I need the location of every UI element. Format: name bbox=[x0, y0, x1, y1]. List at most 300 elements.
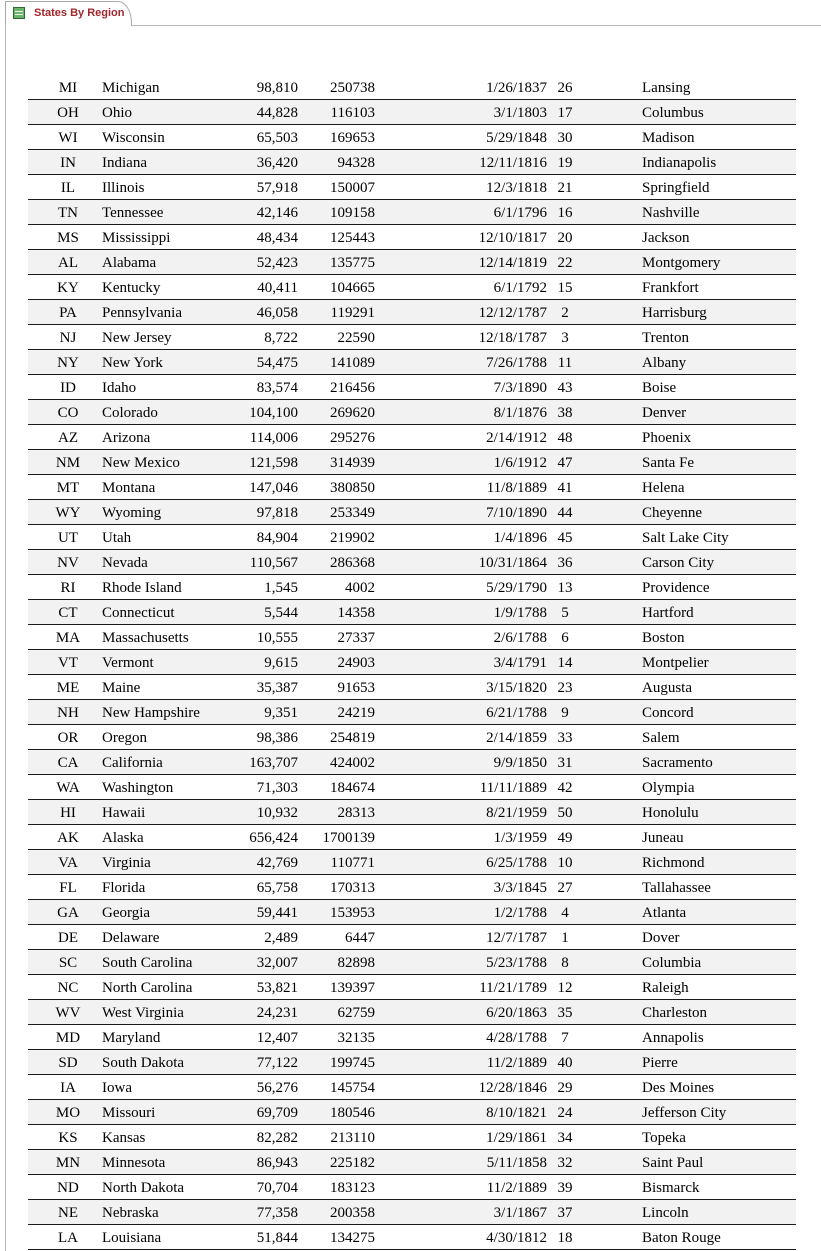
admission-order: 30 bbox=[557, 130, 573, 146]
statehood-date: 8/1/1876 bbox=[493, 405, 547, 421]
capital-city: Jackson bbox=[642, 230, 690, 246]
state-abbr: NH bbox=[57, 705, 79, 721]
statehood-date: 5/29/1848 bbox=[486, 130, 547, 146]
state-abbr: WY bbox=[55, 505, 81, 521]
statehood-date: 1/3/1959 bbox=[493, 830, 547, 846]
state-name: California bbox=[102, 755, 163, 771]
capital-city: Pierre bbox=[642, 1055, 678, 1071]
area-sq-km: 219902 bbox=[330, 530, 375, 546]
statehood-date: 12/14/1819 bbox=[478, 255, 547, 271]
state-name: Nevada bbox=[102, 555, 148, 571]
admission-order: 49 bbox=[557, 830, 573, 846]
capital-city: Santa Fe bbox=[642, 455, 695, 471]
report-body bbox=[28, 75, 796, 1250]
statehood-date: 3/1/1803 bbox=[493, 105, 547, 121]
state-abbr: MD bbox=[55, 1030, 81, 1046]
admission-order: 20 bbox=[557, 230, 573, 246]
area-sq-mi: 163,707 bbox=[249, 755, 298, 771]
area-sq-km: 27337 bbox=[337, 630, 375, 646]
state-name: Wisconsin bbox=[102, 130, 165, 146]
state-name: Washington bbox=[102, 780, 174, 796]
statehood-date: 12/18/1787 bbox=[478, 330, 547, 346]
statehood-date: 12/10/1817 bbox=[478, 230, 547, 246]
admission-order: 21 bbox=[557, 180, 573, 196]
admission-order: 22 bbox=[557, 255, 573, 271]
capital-city: Nashville bbox=[642, 205, 700, 221]
area-sq-mi: 12,407 bbox=[256, 1030, 298, 1046]
state-abbr: NV bbox=[57, 555, 79, 571]
area-sq-km: 28313 bbox=[337, 805, 375, 821]
capital-city: Jefferson City bbox=[642, 1105, 727, 1121]
admission-order: 7 bbox=[561, 1030, 569, 1046]
capital-city: Helena bbox=[642, 480, 685, 496]
state-abbr: OR bbox=[57, 730, 79, 746]
area-sq-km: 125443 bbox=[330, 230, 375, 246]
state-name: New Mexico bbox=[102, 455, 180, 471]
table-row bbox=[28, 775, 796, 800]
table-row bbox=[28, 550, 796, 575]
table-row bbox=[28, 700, 796, 725]
state-name: Michigan bbox=[102, 80, 160, 96]
state-name: North Carolina bbox=[102, 980, 193, 996]
state-abbr: CT bbox=[58, 605, 78, 621]
capital-city: Topeka bbox=[642, 1130, 686, 1146]
capital-city: Dover bbox=[642, 930, 680, 946]
statehood-date: 2/6/1788 bbox=[493, 630, 547, 646]
table-row bbox=[28, 1075, 796, 1100]
statehood-date: 11/2/1889 bbox=[486, 1180, 547, 1196]
table-row bbox=[28, 375, 796, 400]
area-sq-mi: 5,544 bbox=[264, 605, 298, 621]
table-row bbox=[28, 850, 796, 875]
table-row bbox=[28, 1150, 796, 1175]
report-border bbox=[5, 25, 6, 1251]
state-abbr: SD bbox=[58, 1055, 78, 1071]
statehood-date: 10/31/1864 bbox=[478, 555, 547, 571]
area-sq-km: 169653 bbox=[330, 130, 375, 146]
area-sq-mi: 77,358 bbox=[256, 1205, 298, 1221]
area-sq-km: 82898 bbox=[337, 955, 375, 971]
state-name: Montana bbox=[102, 480, 156, 496]
table-row bbox=[28, 225, 796, 250]
table-row bbox=[28, 575, 796, 600]
statehood-date: 2/14/1859 bbox=[486, 730, 547, 746]
statehood-date: 11/11/1889 bbox=[479, 780, 547, 796]
state-name: Indiana bbox=[102, 155, 147, 171]
admission-order: 16 bbox=[557, 205, 573, 221]
state-abbr: IN bbox=[60, 155, 76, 171]
admission-order: 26 bbox=[557, 80, 573, 96]
statehood-date: 11/8/1889 bbox=[486, 480, 547, 496]
area-sq-km: 135775 bbox=[330, 255, 375, 271]
table-row bbox=[28, 875, 796, 900]
area-sq-km: 141089 bbox=[330, 355, 375, 371]
state-name: North Dakota bbox=[102, 1180, 185, 1196]
state-name: Missouri bbox=[102, 1105, 156, 1121]
area-sq-km: 199745 bbox=[330, 1055, 375, 1071]
area-sq-km: 153953 bbox=[330, 905, 375, 921]
state-abbr: MS bbox=[57, 230, 79, 246]
state-abbr: ID bbox=[60, 380, 76, 396]
capital-city: Sacramento bbox=[642, 755, 713, 771]
statehood-date: 6/1/1792 bbox=[493, 280, 547, 296]
state-name: Ohio bbox=[102, 105, 132, 121]
area-sq-mi: 110,567 bbox=[249, 555, 298, 571]
capital-city: Salt Lake City bbox=[642, 530, 729, 546]
admission-order: 40 bbox=[557, 1055, 573, 1071]
capital-city: Annapolis bbox=[642, 1030, 704, 1046]
capital-city: Phoenix bbox=[642, 430, 692, 446]
table-row bbox=[28, 125, 796, 150]
statehood-date: 6/20/1863 bbox=[486, 1005, 547, 1021]
table-row bbox=[28, 300, 796, 325]
area-sq-km: 22590 bbox=[337, 330, 375, 346]
table-row bbox=[28, 1125, 796, 1150]
state-name: Mississippi bbox=[102, 230, 171, 246]
state-abbr: KS bbox=[58, 1130, 78, 1146]
table-row bbox=[28, 450, 796, 475]
state-abbr: NY bbox=[57, 355, 79, 371]
area-sq-mi: 56,276 bbox=[256, 1080, 298, 1096]
statehood-date: 1/2/1788 bbox=[493, 905, 547, 921]
table-row bbox=[28, 1100, 796, 1125]
area-sq-mi: 77,122 bbox=[256, 1055, 298, 1071]
area-sq-km: 4002 bbox=[345, 580, 375, 596]
state-name: Arizona bbox=[102, 430, 151, 446]
table-row bbox=[28, 825, 796, 850]
area-sq-km: 269620 bbox=[330, 405, 375, 421]
state-name: Maryland bbox=[102, 1030, 161, 1046]
area-sq-km: 183123 bbox=[330, 1180, 375, 1196]
state-abbr: OH bbox=[57, 105, 79, 121]
table-row bbox=[28, 400, 796, 425]
capital-city: Denver bbox=[642, 405, 687, 421]
area-sq-km: 91653 bbox=[337, 680, 375, 696]
area-sq-km: 32135 bbox=[337, 1030, 375, 1046]
state-name: Idaho bbox=[102, 380, 137, 396]
state-abbr: AK bbox=[57, 830, 79, 846]
capital-city: Augusta bbox=[642, 680, 692, 696]
state-name: New Jersey bbox=[102, 330, 172, 346]
area-sq-km: 6447 bbox=[345, 930, 375, 946]
state-name: Maine bbox=[102, 680, 141, 696]
statehood-date: 2/14/1912 bbox=[486, 430, 547, 446]
capital-city: Juneau bbox=[642, 830, 684, 846]
state-abbr: VA bbox=[58, 855, 78, 871]
admission-order: 39 bbox=[557, 1180, 573, 1196]
state-name: Kansas bbox=[102, 1130, 146, 1146]
statehood-date: 8/21/1959 bbox=[486, 805, 547, 821]
statehood-date: 1/26/1837 bbox=[486, 80, 547, 96]
statehood-date: 9/9/1850 bbox=[493, 755, 547, 771]
statehood-date: 3/15/1820 bbox=[486, 680, 547, 696]
area-sq-mi: 52,423 bbox=[256, 255, 298, 271]
state-name: Minnesota bbox=[102, 1155, 166, 1171]
admission-order: 23 bbox=[557, 680, 573, 696]
area-sq-mi: 83,574 bbox=[256, 380, 298, 396]
admission-order: 17 bbox=[557, 105, 573, 121]
state-abbr: CA bbox=[57, 755, 79, 771]
area-sq-mi: 71,303 bbox=[256, 780, 298, 796]
admission-order: 36 bbox=[557, 555, 573, 571]
statehood-date: 12/28/1846 bbox=[478, 1080, 547, 1096]
area-sq-mi: 84,904 bbox=[256, 530, 298, 546]
statehood-date: 1/6/1912 bbox=[493, 455, 547, 471]
capital-city: Harrisburg bbox=[642, 305, 707, 321]
capital-city: Saint Paul bbox=[642, 1155, 704, 1171]
area-sq-mi: 44,828 bbox=[256, 105, 298, 121]
table-row bbox=[28, 325, 796, 350]
state-abbr: RI bbox=[60, 580, 76, 596]
area-sq-mi: 656,424 bbox=[249, 830, 298, 846]
area-sq-km: 184674 bbox=[330, 780, 375, 796]
statehood-date: 7/3/1890 bbox=[493, 380, 547, 396]
table-row bbox=[28, 425, 796, 450]
area-sq-mi: 9,615 bbox=[264, 655, 298, 671]
capital-city: Concord bbox=[642, 705, 694, 721]
state-name: Pennsylvania bbox=[102, 305, 182, 321]
capital-city: Hartford bbox=[642, 605, 694, 621]
area-sq-km: 216456 bbox=[330, 380, 375, 396]
admission-order: 1 bbox=[561, 930, 569, 946]
area-sq-km: 110771 bbox=[330, 855, 375, 871]
state-abbr: GA bbox=[57, 905, 79, 921]
capital-city: Des Moines bbox=[642, 1080, 715, 1096]
area-sq-km: 314939 bbox=[330, 455, 375, 471]
area-sq-mi: 1,545 bbox=[264, 580, 298, 596]
area-sq-km: 109158 bbox=[330, 205, 375, 221]
statehood-date: 3/1/1867 bbox=[493, 1205, 547, 1221]
table-row bbox=[28, 1175, 796, 1200]
area-sq-mi: 8,722 bbox=[264, 330, 298, 346]
admission-order: 31 bbox=[557, 755, 573, 771]
statehood-date: 4/30/1812 bbox=[486, 1230, 547, 1246]
area-sq-km: 24903 bbox=[337, 655, 375, 671]
tab-divider bbox=[132, 25, 821, 26]
admission-order: 8 bbox=[561, 955, 569, 971]
area-sq-mi: 69,709 bbox=[256, 1105, 298, 1121]
area-sq-mi: 57,918 bbox=[256, 180, 298, 196]
admission-order: 24 bbox=[557, 1105, 573, 1121]
table-row bbox=[28, 350, 796, 375]
state-abbr: MO bbox=[55, 1105, 81, 1121]
capital-city: Baton Rouge bbox=[642, 1230, 721, 1246]
state-name: Tennessee bbox=[102, 205, 164, 221]
statehood-date: 3/3/1845 bbox=[493, 880, 547, 896]
admission-order: 48 bbox=[557, 430, 573, 446]
report-tab-label: States By Region bbox=[34, 7, 125, 19]
area-sq-mi: 86,943 bbox=[256, 1155, 298, 1171]
table-row bbox=[28, 900, 796, 925]
document-tab-bar bbox=[0, 0, 821, 26]
area-sq-km: 14358 bbox=[337, 605, 375, 621]
area-sq-km: 254819 bbox=[330, 730, 375, 746]
capital-city: Trenton bbox=[642, 330, 689, 346]
area-sq-mi: 48,434 bbox=[256, 230, 298, 246]
admission-order: 18 bbox=[557, 1230, 573, 1246]
table-row bbox=[28, 500, 796, 525]
state-abbr: WV bbox=[55, 1005, 81, 1021]
area-sq-km: 253349 bbox=[330, 505, 375, 521]
admission-order: 33 bbox=[557, 730, 573, 746]
state-abbr: PA bbox=[59, 305, 77, 321]
capital-city: Charleston bbox=[642, 1005, 707, 1021]
area-sq-mi: 40,411 bbox=[257, 280, 298, 296]
state-name: Louisiana bbox=[102, 1230, 162, 1246]
area-sq-mi: 114,006 bbox=[249, 430, 298, 446]
state-name: Georgia bbox=[102, 905, 151, 921]
capital-city: Salem bbox=[642, 730, 680, 746]
capital-city: Carson City bbox=[642, 555, 715, 571]
statehood-date: 5/11/1858 bbox=[486, 1155, 547, 1171]
area-sq-mi: 53,821 bbox=[256, 980, 298, 996]
statehood-date: 12/11/1816 bbox=[479, 155, 547, 171]
table-row bbox=[28, 175, 796, 200]
state-abbr: FL bbox=[59, 880, 77, 896]
table-row bbox=[28, 275, 796, 300]
capital-city: Montpelier bbox=[642, 655, 709, 671]
area-sq-km: 200358 bbox=[330, 1205, 375, 1221]
area-sq-mi: 32,007 bbox=[256, 955, 298, 971]
admission-order: 44 bbox=[557, 505, 573, 521]
table-row bbox=[28, 975, 796, 1000]
state-name: South Carolina bbox=[102, 955, 193, 971]
capital-city: Bismarck bbox=[642, 1180, 700, 1196]
state-name: Florida bbox=[102, 880, 146, 896]
state-abbr: MT bbox=[56, 480, 80, 496]
admission-order: 11 bbox=[557, 355, 573, 371]
capital-city: Richmond bbox=[642, 855, 705, 871]
area-sq-mi: 51,844 bbox=[256, 1230, 298, 1246]
area-sq-mi: 42,769 bbox=[256, 855, 298, 871]
area-sq-mi: 35,387 bbox=[256, 680, 298, 696]
capital-city: Lansing bbox=[642, 80, 691, 96]
table-row bbox=[28, 625, 796, 650]
table-row bbox=[28, 100, 796, 125]
admission-order: 27 bbox=[557, 880, 573, 896]
state-abbr: TN bbox=[58, 205, 78, 221]
area-sq-km: 380850 bbox=[330, 480, 375, 496]
area-sq-mi: 10,555 bbox=[256, 630, 298, 646]
area-sq-mi: 10,932 bbox=[256, 805, 298, 821]
table-row bbox=[28, 1025, 796, 1050]
report-tab[interactable] bbox=[5, 1, 132, 26]
state-name: South Dakota bbox=[102, 1055, 185, 1071]
area-sq-km: 150007 bbox=[330, 180, 375, 196]
table-row bbox=[28, 525, 796, 550]
table-row bbox=[28, 200, 796, 225]
admission-order: 2 bbox=[561, 305, 569, 321]
table-row bbox=[28, 150, 796, 175]
capital-city: Boise bbox=[642, 380, 677, 396]
admission-order: 32 bbox=[557, 1155, 573, 1171]
statehood-date: 1/4/1896 bbox=[493, 530, 547, 546]
capital-city: Albany bbox=[642, 355, 687, 371]
area-sq-km: 145754 bbox=[330, 1080, 375, 1096]
capital-city: Lincoln bbox=[642, 1205, 689, 1221]
statehood-date: 12/12/1787 bbox=[478, 305, 547, 321]
table-row bbox=[28, 1000, 796, 1025]
statehood-date: 7/26/1788 bbox=[486, 355, 547, 371]
admission-order: 6 bbox=[561, 630, 569, 646]
table-row bbox=[28, 950, 796, 975]
state-abbr: MN bbox=[55, 1155, 81, 1171]
capital-city: Springfield bbox=[642, 180, 710, 196]
area-sq-km: 116103 bbox=[330, 105, 375, 121]
admission-order: 43 bbox=[557, 380, 573, 396]
statehood-date: 6/21/1788 bbox=[486, 705, 547, 721]
capital-city: Raleigh bbox=[642, 980, 689, 996]
area-sq-mi: 82,282 bbox=[256, 1130, 298, 1146]
admission-order: 34 bbox=[557, 1130, 573, 1146]
state-abbr: NE bbox=[58, 1205, 78, 1221]
table-row bbox=[28, 1050, 796, 1075]
admission-order: 35 bbox=[557, 1005, 573, 1021]
admission-order: 13 bbox=[557, 580, 573, 596]
state-name: Vermont bbox=[102, 655, 154, 671]
table-row bbox=[28, 1225, 796, 1250]
area-sq-mi: 42,146 bbox=[256, 205, 298, 221]
table-row bbox=[28, 675, 796, 700]
capital-city: Honolulu bbox=[642, 805, 699, 821]
admission-order: 42 bbox=[557, 780, 573, 796]
state-name: Illinois bbox=[102, 180, 145, 196]
admission-order: 45 bbox=[557, 530, 573, 546]
area-sq-km: 104665 bbox=[330, 280, 375, 296]
state-abbr: IL bbox=[60, 180, 76, 196]
area-sq-km: 139397 bbox=[330, 980, 375, 996]
area-sq-mi: 70,704 bbox=[256, 1180, 298, 1196]
area-sq-km: 295276 bbox=[330, 430, 375, 446]
admission-order: 41 bbox=[557, 480, 573, 496]
state-abbr: MA bbox=[55, 630, 81, 646]
table-row bbox=[28, 600, 796, 625]
area-sq-km: 1700139 bbox=[322, 830, 375, 846]
state-abbr: ME bbox=[56, 680, 80, 696]
admission-order: 9 bbox=[561, 705, 569, 721]
area-sq-km: 225182 bbox=[330, 1155, 375, 1171]
capital-city: Montgomery bbox=[642, 255, 721, 271]
admission-order: 3 bbox=[561, 330, 569, 346]
state-abbr: UT bbox=[58, 530, 78, 546]
area-sq-mi: 98,386 bbox=[256, 730, 298, 746]
area-sq-mi: 65,758 bbox=[256, 880, 298, 896]
table-row bbox=[28, 475, 796, 500]
statehood-date: 1/29/1861 bbox=[486, 1130, 547, 1146]
state-name: Oregon bbox=[102, 730, 147, 746]
capital-city: Olympia bbox=[642, 780, 695, 796]
table-row bbox=[28, 650, 796, 675]
capital-city: Providence bbox=[642, 580, 710, 596]
table-row bbox=[28, 800, 796, 825]
capital-city: Indianapolis bbox=[642, 155, 717, 171]
state-abbr: NM bbox=[55, 455, 81, 471]
state-name: Alaska bbox=[102, 830, 144, 846]
area-sq-mi: 97,818 bbox=[256, 505, 298, 521]
state-name: West Virginia bbox=[102, 1005, 184, 1021]
admission-order: 12 bbox=[557, 980, 573, 996]
state-abbr: CO bbox=[57, 405, 79, 421]
capital-city: Boston bbox=[642, 630, 685, 646]
admission-order: 29 bbox=[557, 1080, 573, 1096]
area-sq-km: 250738 bbox=[330, 80, 375, 96]
statehood-date: 7/10/1890 bbox=[486, 505, 547, 521]
report-icon bbox=[13, 7, 25, 19]
capital-city: Atlanta bbox=[642, 905, 687, 921]
admission-order: 15 bbox=[557, 280, 573, 296]
area-sq-mi: 65,503 bbox=[256, 130, 298, 146]
statehood-date: 12/3/1818 bbox=[486, 180, 547, 196]
